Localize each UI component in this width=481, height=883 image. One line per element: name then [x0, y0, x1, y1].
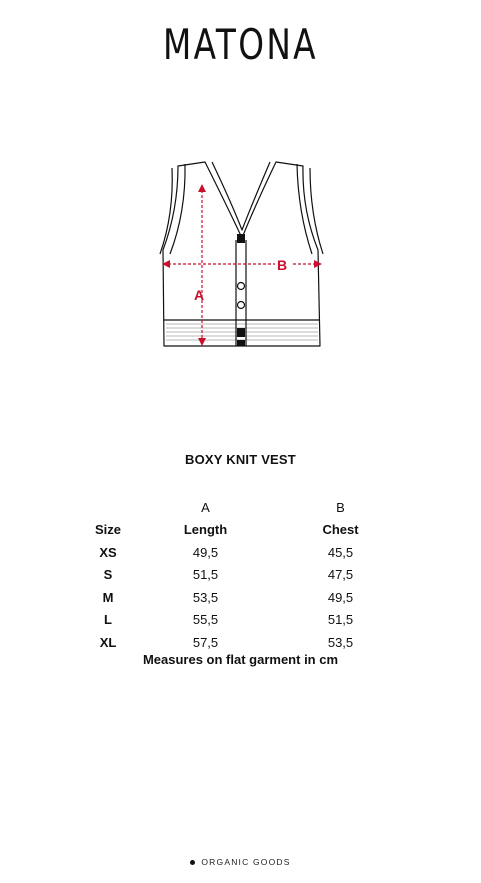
measure-b-arrow	[162, 260, 322, 268]
size-label: XL	[99, 634, 117, 650]
length-value: 49,5	[192, 544, 219, 560]
table-header-row	[78, 519, 408, 542]
footer-text: ORGANIC GOODS	[201, 857, 291, 867]
measure-a-label: A	[194, 287, 205, 303]
header-length: Length	[183, 522, 228, 538]
table-row	[78, 631, 408, 654]
size-label: L	[104, 612, 112, 628]
length-value: 51,5	[192, 567, 219, 583]
letter-b: B	[336, 499, 345, 515]
letter-a: A	[201, 499, 210, 515]
table-row	[78, 586, 408, 609]
vest-outline	[163, 162, 320, 346]
header-chest: Chest	[322, 522, 359, 538]
bullet-dot-icon	[190, 860, 195, 865]
chest-value: 47,5	[327, 567, 354, 583]
table-row	[78, 609, 408, 632]
vest-diagram	[150, 150, 340, 360]
measure-b-label: B	[277, 257, 288, 273]
length-value: 57,5	[192, 634, 219, 650]
length-value: 53,5	[192, 589, 219, 605]
chest-value: 45,5	[327, 544, 354, 560]
measure-a-arrow	[198, 184, 206, 346]
chest-value: 53,5	[327, 634, 354, 650]
size-label: XS	[99, 544, 117, 560]
header-size: Size	[94, 522, 121, 538]
chest-value: 51,5	[327, 612, 354, 628]
size-label: M	[102, 589, 114, 605]
table-row	[78, 541, 408, 564]
size-chart-table	[78, 496, 408, 654]
product-title: BOXY KNIT VEST	[185, 452, 296, 467]
footer	[0, 857, 481, 867]
button-icons	[237, 234, 245, 346]
measurement-note: Measures on flat garment in cm	[142, 652, 339, 667]
length-value: 55,5	[192, 612, 219, 628]
table-row	[78, 564, 408, 587]
brand-logo: MATONA	[163, 20, 318, 69]
chest-value: 49,5	[327, 589, 354, 605]
size-label: S	[103, 567, 113, 583]
table-letter-row	[78, 496, 408, 519]
